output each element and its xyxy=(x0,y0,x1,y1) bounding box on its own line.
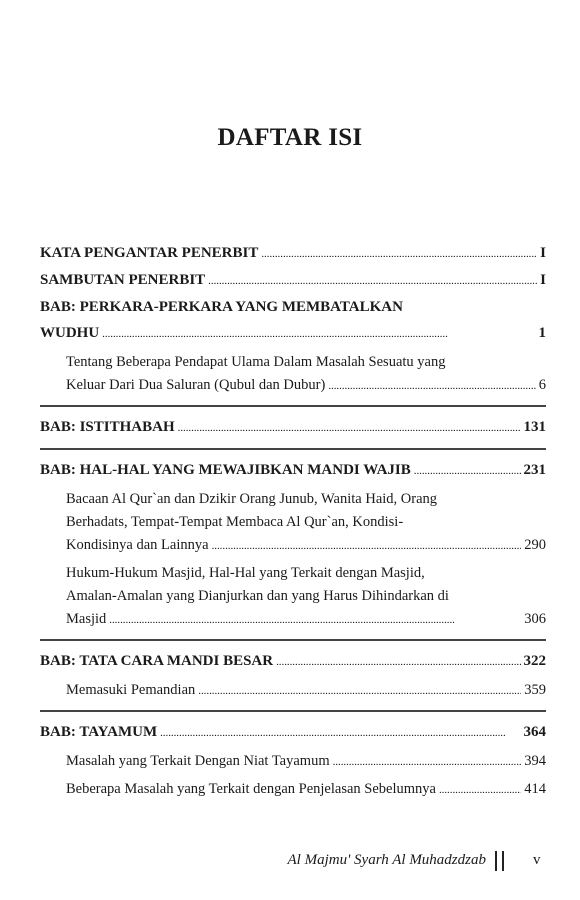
leader-dots xyxy=(102,320,535,347)
toc-entry-page: 1 xyxy=(538,325,546,341)
leader-dots xyxy=(208,267,537,294)
toc-entry-page: 306 xyxy=(524,611,546,627)
toc-entry-page: I xyxy=(540,245,546,261)
toc-entry-page: 414 xyxy=(524,781,546,797)
leader-dots xyxy=(109,608,521,632)
toc-entry-title: Memasuki Pemandian xyxy=(66,682,196,698)
footer-double-bar xyxy=(495,851,504,871)
toc-entry-title: Hukum-Hukum Masjid, Hal-Hal yang Terkait dengan Masjid, xyxy=(66,565,425,581)
leader-dots xyxy=(333,750,522,774)
divider xyxy=(40,405,546,407)
toc-entry-page: 322 xyxy=(523,653,546,669)
toc-entry-title: SAMBUTAN PENERBIT xyxy=(40,272,206,288)
toc-entry[interactable] xyxy=(40,267,546,294)
toc-entry-title: BAB: ISTITHABAH xyxy=(40,419,175,435)
toc-entry-title: Tentang Beberapa Pendapat Ulama Dalam Masalah Sesuatu yang xyxy=(66,354,446,370)
toc-entry[interactable] xyxy=(40,294,546,347)
toc-entry-title: BAB: TAYAMUM xyxy=(40,724,158,740)
toc-subentry[interactable] xyxy=(66,488,546,558)
toc-entry-title: WUDHU xyxy=(40,325,100,341)
toc-entry-page: 359 xyxy=(524,682,546,698)
leader-dots xyxy=(212,534,522,558)
footer-page-number: v xyxy=(533,852,541,868)
toc-entry-page: 394 xyxy=(524,753,546,769)
toc-entry[interactable] xyxy=(40,240,546,267)
toc-entry-page: I xyxy=(540,272,546,288)
page-title: DAFTAR ISI xyxy=(217,124,363,151)
divider xyxy=(40,448,546,450)
toc-entry-page: 231 xyxy=(523,462,546,478)
leader-dots xyxy=(328,374,535,398)
toc-entry[interactable] xyxy=(40,648,546,675)
toc-subentry[interactable] xyxy=(66,351,546,398)
footer-book-title: Al Majmu' Syarh Al Muhadzdzab xyxy=(287,852,486,868)
toc-entry-page: 364 xyxy=(523,724,546,740)
toc-entry-page: 6 xyxy=(538,377,546,393)
toc-entry[interactable] xyxy=(40,414,546,441)
toc-entry-title: BAB: TATA CARA MANDI BESAR xyxy=(40,653,274,669)
toc-entry-title: Masjid xyxy=(66,611,107,627)
toc-entry-title: KATA PENGANTAR PENERBIT xyxy=(40,245,259,261)
divider xyxy=(40,710,546,712)
leader-dots xyxy=(439,778,521,802)
toc-subentry[interactable] xyxy=(66,778,546,802)
toc-subentry[interactable] xyxy=(66,562,546,632)
toc-entry[interactable] xyxy=(40,457,546,484)
toc-subentry[interactable] xyxy=(66,679,546,703)
toc-entry-title: Berhadats, Tempat-Tempat Membaca Al Qur`an, Kondisi- xyxy=(66,514,404,530)
toc-entry-title: Bacaan Al Qur`an dan Dzikir Orang Junub, Wanita Haid, Orang xyxy=(66,491,438,507)
toc-entry-title: Masalah yang Terkait Dengan Niat Tayamum xyxy=(66,753,330,769)
divider xyxy=(40,639,546,641)
leader-dots xyxy=(178,414,521,441)
leader-dots xyxy=(414,457,521,484)
leader-dots xyxy=(276,648,520,675)
toc-entry-page: 290 xyxy=(524,537,546,553)
toc-entry-title: Kondisinya dan Lainnya xyxy=(66,537,209,553)
leader-dots xyxy=(198,679,521,703)
toc-entry-title: BAB: PERKARA-PERKARA YANG MEMBATALKAN xyxy=(40,299,403,315)
leader-dots xyxy=(261,240,537,267)
toc-entry-title: Beberapa Masalah yang Terkait dengan Penjelasan Sebelumnya xyxy=(66,781,436,797)
toc-entry-title: Keluar Dari Dua Saluran (Qubul dan Dubur) xyxy=(66,377,326,393)
toc-entry-title: BAB: HAL-HAL YANG MEWAJIBKAN MANDI WAJIB xyxy=(40,462,411,478)
table-of-contents xyxy=(40,240,546,802)
toc-entry-page: 131 xyxy=(523,419,546,435)
leader-dots xyxy=(160,719,520,746)
toc-entry[interactable] xyxy=(40,719,546,746)
toc-entry-title: Amalan-Amalan yang Dianjurkan dan yang Harus Dihindarkan di xyxy=(66,588,449,604)
toc-subentry[interactable] xyxy=(66,750,546,774)
